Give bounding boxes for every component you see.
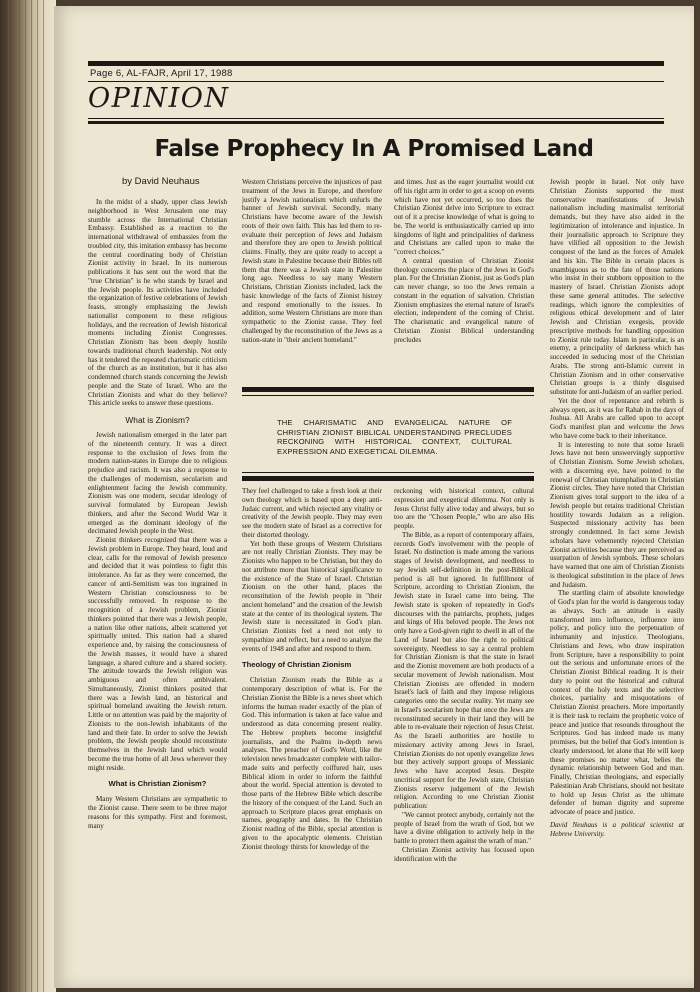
- pull-quote: THE CHARISMATIC AND EVANGELICAL NATURE OF CHRISTIAN ZIONIST BIBLICAL UNDERSTANDING PRECLUDES RECKONING WITH HISTORICAL CONTEXT, CULTURAL EXPRESSION AND EXEGETICAL DILEMMA.: [277, 418, 512, 456]
- paragraph: reckoning with historical context, cultural expression and exegetical dilemma. Not only is Jesus Christ fully alive today and always, but so too are the "Chosen People," who are also His people.: [394, 487, 534, 530]
- pull-quote-rule-top-thick: [242, 387, 534, 392]
- paragraph: It is interesting to note that some Israeli Jews have not been unswervingly supportive of Christian Zionism. Some Jewish scholars, with a discerning eye, have pointed to the renewal of Christian triumphalism in Christian Zionist circles. They have noted that Christian Zionism gives total support to the idea of a Jewish people but retains traditional Christian hostility towards Judaism as a religion. Suspected missionary activity has been strongly condemned. In fact some Jewish scholars have vehemently rejected Christian Zionist activities because they are perceived as usurpation of Jewish symbols. These scholars have warned that one aim of Christian Zionists is theological substitution in the place of Jews and Judaism.: [550, 440, 684, 589]
- paragraph: They feel challenged to take a fresh look at their own theology which is based upon a deep anti-Judaic current, and which rejected any vitality or creativity of the Jewish people. They may even see the modern state of Israel as a corrective for their distorted theology.: [242, 487, 382, 539]
- paragraph: Jewish people in Israel. Not only have Christian Zionists supported the most conservative manifestations of Jewish nationalism including maximalist territorial demands, but they have also aided in the legitimization of intolerance and injustice. In their journalistic approach to Scripture they have vilified all opposition to the Jewish conquest of the land as the forces of Amalek and his kin. The Bible in certain places is unambiguous as to the fate of those nations who insist in their stubborn opposition to the mastery of Israel. Christian Zionists adopt these same general attitudes. The selective readings, which ignore the complexities of religious ethical development and of later Jewish and Christian exegesis, provide prescriptive methods for handling opposition to Zionist rule today. Islam in particular, is an enemy, a principality of darkness which has succeeded in seducing most of the Christian Arabs. The strong anti-Islamic current in Christian Zionism and in other conservative Christian groups is a thinly disguised substitute for anti-Judaism of an earlier period.: [550, 178, 684, 396]
- pull-quote-rule-bottom-thick: [242, 476, 534, 481]
- column-2-top: [242, 178, 382, 383]
- section-rule-thin: [88, 118, 664, 119]
- paragraph: Many Western Christians are sympathetic to the Zionist cause. There seem to be three major reasons for this sympathy. First and foremost, many: [88, 795, 227, 830]
- column-3-top: [394, 178, 534, 383]
- column-3-bottom: [394, 487, 534, 981]
- subhead-theology: Theology of Christian Zionism: [242, 660, 352, 670]
- paragraph: A central question of Christian Zionist theology concerns the place of the Jews in God's plan. For the Christian Zionist, just as God's plan can never change, so too the Jews remain a constant in the equation of salvation. Christian Zionism emphasizes the eternal nature of Israel's election, independent of the coming of Christ. The charismatic and evangelical nature of Christian Zionist Biblical understanding precludes: [394, 256, 534, 344]
- column-2-bottom: [242, 487, 382, 981]
- pull-quote-rule-top-thin: [242, 395, 534, 396]
- paragraph: Yet the door of repentance and rebirth is always open, as it was for Rahab in the days of Joshua. All Arabs are called upon to accept God's manifest plan and welcome the Jews who have come back to their inheritance.: [550, 396, 684, 440]
- subhead-what-is-zionism: What is Zionism?: [125, 415, 190, 425]
- paragraph: The startling claim of absolute knowledge of God's plan for the world is dangerous today as always. Such an attitude is easily transformed into influence, influence into policy, and policy into the perpetuation of inhumanity and injustice. Theologians, Christians and Jews, who draw inspiration from Scripture, have a responsibility to point out the serious and unfortunate errors of the Christian Zionist Biblical reading. It is their duty to point out the historical and cultural context of the holy texts and the selective choices, partiality and misquotations of Christian Zionist preachers. More importantly it is their task to reclaim the prophetic voice of peace and justice that resounds throughout the Scriptures. God has indeed made us many promises, but the belief that God's intention is clearly understood, let alone that He will keep these promises no matter what, belies the dynamic relationship between God and man. Finally, Christian theologians, and especially Palestinian Arab Christians, should not hesitate to hold up Jesus Christ as the ultimate defender of human dignity and supreme advocate of peace and justice.: [550, 589, 684, 816]
- top-rule-thick: [88, 61, 664, 66]
- paragraph: Jewish nationalism emerged in the later part of the nineteenth century. It was a direct response to the exclusion of Jews from the modern nation-states in Europe due to religious prejudice and racism. It was also a response to the challenges of modernism, secularism and enlightenment facing the Jewish community. Zionism was one modern, secular ideology of survival formulated by European Jewish thinkers, and after the Second World War it emerged as the dominant ideology of the decimated Jewish people in the West.: [88, 431, 227, 536]
- subhead-what-is-christian-zionism: What is Christian Zionism?: [108, 779, 207, 789]
- column-4: [550, 178, 684, 981]
- paragraph: Christian Zionism reads the Bible as a contemporary description of what is. For the Christian Zionist the Bible is a news sheet which informs the human reader exactly of the plan of God. This information is taken at face value and understood as data concerning present reality. The Hebrew prophets become insightful journalists, and the Psalms in-depth news analyses. The preacher of God's Word, like the television news broadcaster complete with tailor-made suits and perfectly coiffured hair, uses Biblical idiom in order to inform the faithful about the world. Special attention is devoted to those parts of the Hebrew Bible which describe the history of the conquest of the Land. Such an approach to Scripture places great emphasis on names, geography and dates. In the Christian Zionist reading of the Bible, special attention is given to the apocalyptic elements. Christian Zionist theology thirsts for knowledge of the: [242, 676, 382, 851]
- article-headline: False Prophecy In A Promised Land: [154, 136, 594, 162]
- paragraph: Western Christians perceive the injustices of past treatment of the Jews in Europe, and therefore justify a Jewish nationalism which unfurls the banner of Jewish survival. Secondly, many Christians have become aware of the Jewish roots of their own faith. This has led them to re-evaluate their perception of Jews and Judaism and therefore they are open to Jewish political claims. Finally, they are quite ready to accept a Jewish state in Palestine because their Bibles tell them that there was a Jewish state in Palestine long ago. Needless to say many Western Christians, Christian Zionists included, lack the basic knowledge of the facts of Zionist history and respond emotionally to the issues. In addition, some Western Christians are more than sympathetic to the Zionist cause. They feel challenged by the reconstitution of the Jews as a nation-state in "their ancient homeland.": [242, 178, 382, 344]
- book-binding: [0, 0, 56, 992]
- column-1: [88, 198, 227, 981]
- newspaper-page: [54, 6, 694, 988]
- author-signature: David Neuhaus is a political scientist at Hebrew University.: [550, 820, 684, 838]
- pull-quote-rule-bottom-thin: [242, 472, 534, 473]
- folio-rule: [88, 81, 664, 82]
- paragraph: In the midst of a shady, upper class Jewish neighborhood in West Jerusalem one may stumble across the International Christian Embassy. Established as a reaction to the international withdrawal of embassies from the troubled city, this imitation embassy has become the central coordinating body of Christian Zionist activity in Israel. In its numerous publications it has sent out the word that the "true Christian" is he who stands by Israel and the Jewish people. Its activities have included the organization of festive celebrations of Jewish feasts, strongly emphasizing the Jewish nationalist component to these religious holidays, and the recreation of Jewish historical moments including Zionist Congresses. Christian Zionism has been deeply hostile towards traditional church leadership. Not only has it tendered the repeated charismatic criticism of the church as an institution, but it has also condemned church stands concerning the Jewish people and the State of Israel. Who are the Christian Zionists and what do they believe? This article seeks to answer these questions.: [88, 198, 227, 408]
- quotation: "We cannot protect anybody, certainly not the people of Israel from the wrath of God, but we have a divine obligation to actively help in the battle to protect them against the wrath of man.": [394, 810, 534, 845]
- paragraph: Christian Zionist activity has focused upon identification with the: [394, 845, 534, 863]
- paragraph: Yet both these groups of Western Christians are not really Christian Zionists. They may be Zionists who happen to be Christian, but they do not attribute more than historical significance to the existence of the State of Israel. Christian Zionism on the other hand, places the reconstitution of the Jewish people in "their ancient homeland" and the creation of the Jewish state at the center of its theological system. The Jewish state is necessitated in God's plan. Christian Zionists feel a need not only to sympathize and reflect, but a need to analyze the events of 1948 and after and respond to them.: [242, 539, 382, 653]
- page-folio: Page 6, AL-FAJR, April 17, 1988: [90, 68, 233, 79]
- paragraph: Zionist thinkers recognized that there was a Jewish problem in Europe. They heard, loud and clear, calls for the removal of Jewish presence and decided that it was pointless to fight this intolerance. As far as they were concerned, the cancer of anti-Semitism was too ingrained in Western Christian consciousness to be successfully removed. In response to the recognition of a Jewish problem, Zionist thinkers pointed that there was a Jewish people, a nation like other nations, albeit scattered yet spiritually united. This nation had a shared experience and, by raising the consciousness of the Jewish masses, it would have a shared language, a shared culture and a shared society. The attitude towards the Jewish religion was ambiguous and often ambivalent. Simultaneously, Zionist thinkers posited that there was a Jewish land, an historical and spiritual homeland awaiting the Jewish return. Little or no attention was paid by the majority of Zionists to the non-Jewish inhabitants of the land and their fate. In order to solve the Jewish problem, the Jewish people should reconstitute themselves in the Jewish land which would become the true home of all Jews wherever they might reside.: [88, 536, 227, 772]
- section-title: OPINION: [88, 83, 230, 114]
- section-rule-thick: [88, 121, 664, 124]
- byline: by David Neuhaus: [122, 176, 200, 187]
- paragraph: and times. Just as the eager journalist would cut off his right arm in order to get a scoop on events which have not yet occurred, so too does the Christian Zionist delve into Scripture to extract out of it a precise knowledge of what is going to be. The world is enthusiastically carried up into kingdoms of light and principalities of darkness and Christians are called upon to make the "correct choices.": [394, 178, 534, 256]
- paragraph: The Bible, as a report of contemporary affairs, records God's involvement with the people of Israel. No distinction is made among the various stages of Jewish development, and needless to say Jewish self-definition in the post-Biblical period is all but ignored. In fulfillment of Scripture, according to Christian Zionism, the Jewish state in Israel came into being. The Jewish state is spoken of repeatedly in God's discourses with the patriarchs, prophets, judges and kings of His beloved people. The Jews not only have a God-given right to dwell in all of the Land of Israel but also the right to political sovereignty. Needless to say a central problem for Christian Zionism is that the state in Israel and the Zionist movement are both products of a secular movement of Jewish nationalism. Most Christian Zionists are offended in modern Israel's lack of faith and they impose religious categories onto the secular reality. Yet many see in Israel's secularism hope that once the Jews are reconstituted securely in their land they will be able to re-evaluate their rejection of Jesus Christ. As the Israeli authorities are hostile to missionary activity among Jews in Israel, Christian Zionists do not openly evangelize Jews but they actively support groups of Messianic Jews who have accepted Jesus. Despite uncritical support for the Jewish state, Christian Zionists reserve judgement of the Jewish religion. According to one Christian Zionist publication:: [394, 530, 534, 810]
